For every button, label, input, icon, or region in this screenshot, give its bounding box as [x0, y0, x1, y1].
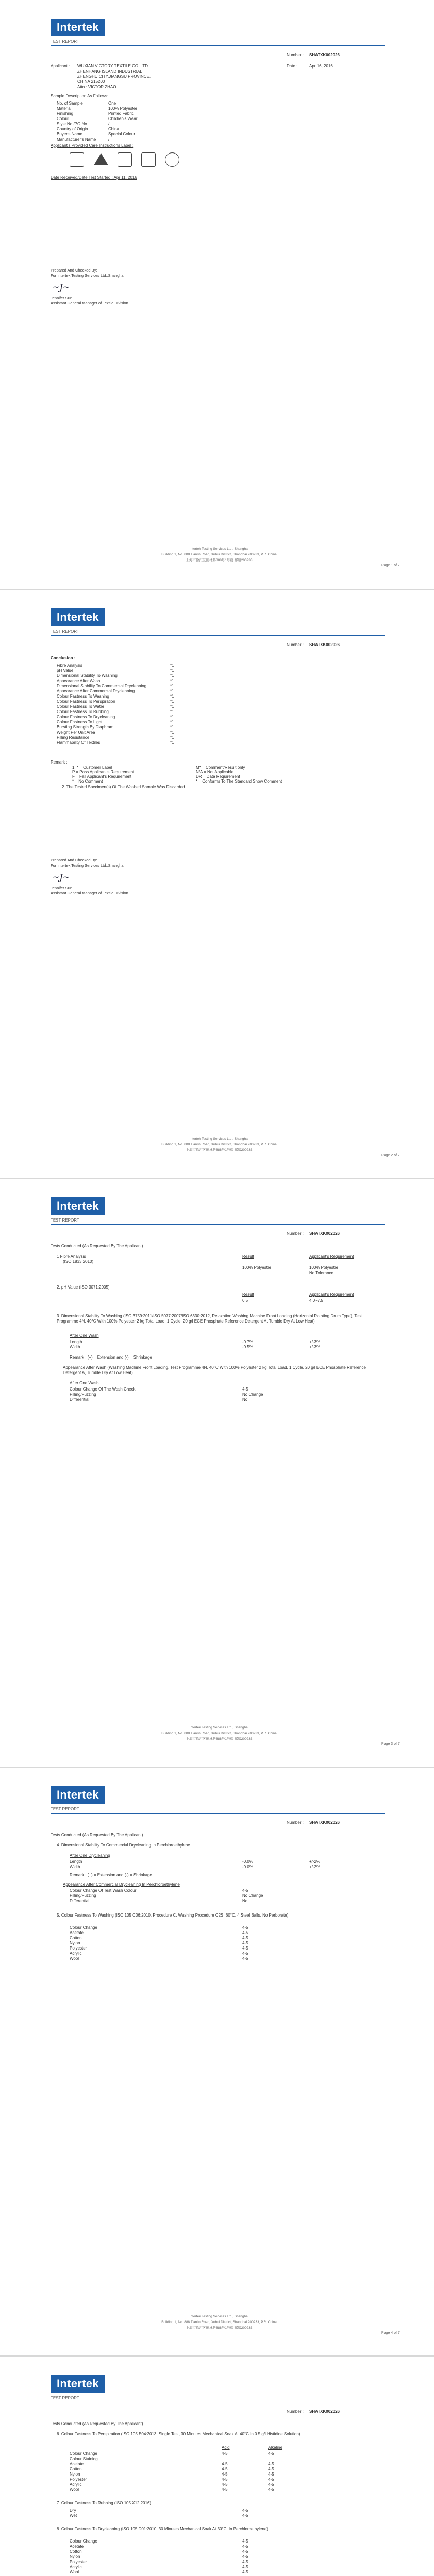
s8-row-value: 4-5: [242, 2554, 248, 2559]
applicant-line-5: Attn : VICTOR ZHAO: [77, 84, 116, 89]
s6-row-alkaline: 4-5: [268, 2472, 274, 2477]
bleach-triangle-icon: [94, 153, 108, 165]
conclusion-value: *1: [170, 684, 174, 688]
remark-right-item: M* = Comment/Result only: [196, 765, 245, 770]
s7-row-value: 4-5: [242, 2508, 248, 2513]
s6-row-label: Colour Staining: [70, 2456, 98, 2461]
footer-line-3: 上海市徐汇区田林路888号1号楼 邮编200233: [186, 1148, 253, 1152]
s3-note: Remark : (+) = Extension and (-) = Shrinkage: [70, 1355, 152, 1360]
s5-row-value: 4-5: [242, 1930, 248, 1935]
report-label: TEST REPORT: [51, 1218, 79, 1223]
tests-intro: Tests Conducted (As Requested By The Applicant): [51, 2421, 143, 2426]
s6-acid-header: Acid: [222, 2445, 230, 2450]
s6-row-acid: 4-5: [222, 2462, 228, 2466]
divider: [51, 1224, 385, 1225]
field-value: /: [108, 137, 110, 142]
applicant-line-1: WUXIAN VICTORY TEXTILE CO.,LTD.: [77, 64, 149, 69]
conclusion-label: Colour Fastness To Drycleaning: [57, 715, 115, 719]
conclusion-value: *1: [170, 704, 174, 709]
date-label: Date :: [287, 64, 298, 69]
s4-ap-row-label: Differential: [70, 1899, 90, 1903]
s4-ap-row-value: No: [242, 1899, 248, 1903]
footer-line-2: Building 1, No. 888 Tianlin Road, Xuhui District, Shanghai 200233, P.R. China: [161, 1732, 277, 1735]
s3-after: After One Wash: [70, 1333, 99, 1338]
report-label: TEST REPORT: [51, 1807, 79, 1811]
field-label: Manufacturer's Name: [57, 137, 96, 142]
report-number: SHATXK002026: [309, 53, 340, 57]
s4-row-label: Width: [70, 1865, 80, 1869]
s2-title: 2. pH Value (ISO 3071:2005): [57, 1285, 110, 1290]
s4-title: 4. Dimensional Stability To Commercial Drycleaning In Perchloroethylene: [57, 1843, 190, 1848]
footer-line-3: 上海市徐汇区田林路888号1号楼 邮编200233: [186, 2326, 253, 2330]
conclusion-value: *1: [170, 694, 174, 699]
report-date: Apr 16, 2016: [309, 64, 333, 69]
s3-row-label: Length: [70, 1340, 82, 1344]
s8-row-label: Colour Change: [70, 2539, 97, 2544]
footer-line-3: 上海市徐汇区田林路888号1号楼 邮编200233: [186, 558, 253, 562]
s3-ap-row-value: No Change: [242, 1392, 263, 1397]
report-label: TEST REPORT: [51, 39, 79, 44]
signer-name: Jennifer Sun: [51, 296, 73, 300]
s7-title: 7. Colour Fastness To Rubbing (ISO 105 X12:2016): [57, 2501, 152, 2505]
s3-ap-row-label: Colour Change Of The Wash Check: [70, 1387, 136, 1392]
remark-label: Remark :: [51, 760, 68, 765]
s6-row-alkaline: 4-5: [268, 2477, 274, 2482]
s8-row-value: 4-5: [242, 2539, 248, 2544]
s6-row-acid: 4-5: [222, 2467, 228, 2471]
conclusion-value: *1: [170, 720, 174, 724]
remark-left-item: 1. * = Customer Label: [72, 765, 112, 770]
field-value: 100% Polyester: [108, 106, 138, 111]
s4-appear-title: Appearance After Commercial Drycleaning In Perchloroethylene: [63, 1882, 180, 1887]
divider: [51, 45, 385, 46]
s6-row-label: Acrylic: [70, 2482, 82, 2487]
conclusion-label: Colour Fastness To Water: [57, 704, 105, 709]
conclusion-label: Weight Per Unit Area: [57, 730, 95, 735]
footer-line-1: Intertek Testing Services Ltd., Shanghai: [189, 1137, 249, 1141]
s7-row-label: Wet: [70, 2513, 77, 2518]
s8-row-label: Cotton: [70, 2549, 82, 2554]
report-label: TEST REPORT: [51, 629, 79, 634]
applicant-line-3: ZHENGHU CITY,JIANGSU PROVINCE,: [77, 74, 151, 79]
s1-sub: (ISO 1833:2010): [63, 1259, 94, 1264]
conclusion-value: *1: [170, 699, 174, 704]
s4-ap-row-label: Colour Change Of Test Wash Colour: [70, 1888, 137, 1893]
s5-row-value: 4-5: [242, 1936, 248, 1940]
field-value: China: [108, 127, 119, 131]
footer: [155, 546, 283, 563]
s8-row-label: Wool: [70, 2570, 79, 2574]
conclusion-value: *1: [170, 668, 174, 673]
s6-title: 6. Colour Fastness To Perspiration (ISO 105 E04:2013, Single Test, 30 Minutes Mechanical Soak At 40°C In 0.5 g/l Histidine Solution): [57, 2432, 301, 2436]
signature: ~J~: [53, 282, 70, 292]
field-value: One: [108, 101, 116, 106]
page-number: Page 2 of 7: [381, 1154, 400, 1157]
footer-line-2: Building 1, No. 888 Tianlin Road, Xuhui District, Shanghai 200233, P.R. China: [161, 2320, 277, 2324]
s6-row-acid: 4-5: [222, 2451, 228, 2456]
s5-row-label: Acetate: [70, 1930, 84, 1935]
s8-row-label: Polyester: [70, 2560, 87, 2564]
s6-row-acid: 4-5: [222, 2487, 228, 2492]
signer-title: Assistant General Manager of Textile Division: [51, 301, 128, 306]
conclusion-value: *1: [170, 663, 174, 668]
s7-row-value: 4-5: [242, 2513, 248, 2518]
field-label: No. of Sample: [57, 101, 83, 106]
s3-ap-row-label: Differential: [70, 1397, 90, 1402]
s6-row-acid: 4-5: [222, 2477, 228, 2482]
s6-row-label: Cotton: [70, 2467, 82, 2471]
s4-note: Remark : (+) = Extension and (-) = Shrinkage: [70, 1873, 152, 1877]
conclusion-value: *1: [170, 689, 174, 693]
s4-row-value: -0.0%: [242, 1865, 253, 1869]
s7-row-label: Dry: [70, 2508, 76, 2513]
s6-row-alkaline: 4-5: [268, 2462, 274, 2466]
report-page-4: [0, 1767, 434, 2353]
footer-line-3: 上海市徐汇区田林路888号1号楼 邮编200233: [186, 1737, 253, 1741]
conclusion-value: *1: [170, 740, 174, 745]
field-value: Special Colour: [108, 132, 136, 137]
intertek-logo: Intertek: [51, 19, 105, 36]
s8-row-value: 4-5: [242, 2570, 248, 2574]
conclusion-label: Flammability Of Textiles: [57, 740, 101, 745]
remark-left-item: P = Pass Applicant's Requirement: [72, 770, 135, 774]
s1-tolerance: No Tolerance: [309, 1270, 333, 1275]
intertek-logo: Intertek: [51, 1197, 105, 1215]
conclusion-label: Appearance After Commercial Drycleaning: [57, 689, 135, 693]
conclusion-label: Colour Fastness To Perspiration: [57, 699, 115, 704]
page-number: Page 4 of 7: [381, 2331, 400, 2335]
applicant-label: Applicant :: [51, 64, 70, 69]
tests-intro: Tests Conducted (As Requested By The Applicant): [51, 1833, 143, 1837]
dryclean-circle-icon: [165, 152, 179, 167]
s1-req: 100% Polyester: [309, 1265, 339, 1270]
footer-line-1: Intertek Testing Services Ltd., Shanghai: [189, 2315, 249, 2318]
s5-row-label: Acrylic: [70, 1951, 82, 1956]
s4-ap-row-value: No Change: [242, 1893, 263, 1898]
remark-left-item: F = Fail Applicant's Requirement: [72, 774, 132, 779]
report-number: SHATXK002026: [309, 642, 340, 647]
s3-appear: Appearance After Wash (Washing Machine Front Loading, Test Programme 4N, 40°C With 100% Polyester 2 kg Total Load, 1 Cycle, 20 g/l ECE Phosphate Reference Detergent A, Tumble Dry At Low Heat): [63, 1365, 366, 1375]
s3-row-req: +/-3%: [309, 1340, 321, 1344]
conclusion-value: *1: [170, 715, 174, 719]
s8-row-value: 4-5: [242, 2549, 248, 2554]
sample-description-title: Sample Description As Follows:: [51, 94, 109, 98]
divider: [51, 1813, 385, 1814]
footer-line-1: Intertek Testing Services Ltd., Shanghai: [189, 1726, 249, 1730]
conclusion-label: Fibre Analysis: [57, 663, 82, 668]
field-label: Material: [57, 106, 72, 111]
signer-title: Assistant General Manager of Textile Division: [51, 891, 128, 895]
prepared-for: For Intertek Testing Services Ltd.,Shanghai: [51, 273, 125, 278]
s8-row-label: Nylon: [70, 2554, 80, 2559]
s6-row-label: Colour Change: [70, 2451, 97, 2456]
s6-row-label: Nylon: [70, 2472, 80, 2477]
conclusion-label: Colour Fastness To Light: [57, 720, 103, 724]
conclusion-label: pH Value: [57, 668, 74, 673]
s8-row-label: Acrylic: [70, 2565, 82, 2569]
s6-row-label: Acetate: [70, 2462, 84, 2466]
number-label: Number :: [287, 1231, 304, 1236]
report-number: SHATXK002026: [309, 2409, 340, 2414]
s3-row-req: +/-3%: [309, 1345, 321, 1349]
s5-row-label: Wool: [70, 1956, 79, 1961]
s1-title: 1 Fibre Analysis: [57, 1254, 86, 1259]
s3-ap-row-value: No: [242, 1397, 248, 1402]
tumble-dry-icon: [118, 152, 132, 167]
s4-ap-row-value: 4-5: [242, 1888, 248, 1893]
prepared-label: Prepared And Checked By:: [51, 858, 97, 862]
prepared-label: Prepared And Checked By:: [51, 268, 97, 273]
signature: ~J~: [53, 872, 70, 882]
signature-line: [51, 284, 97, 292]
field-label: Buyer's Name: [57, 132, 82, 137]
report-page-1: [0, 0, 434, 585]
footer-line-2: Building 1, No. 888 Tianlin Road, Xuhui District, Shanghai 200233, P.R. China: [161, 553, 277, 556]
remark-left-item: * = No Comment: [72, 779, 103, 784]
field-value: Children's Wear: [108, 116, 138, 121]
tests-intro: Tests Conducted (As Requested By The Applicant): [51, 1244, 143, 1248]
field-label: Style No./PO No.: [57, 122, 88, 126]
applicant-line-2: ZHENHANG ISLAND INDUSTRIAL: [77, 69, 142, 74]
s3-row-label: Width: [70, 1345, 80, 1349]
number-label: Number :: [287, 1820, 304, 1825]
s6-row-label: Polyester: [70, 2477, 87, 2482]
remark-2: 2. The Tested Specimen(s) Of The Washed Sample Was Discarded.: [62, 785, 186, 789]
conclusion-value: *1: [170, 735, 174, 740]
s5-row-label: Colour Change: [70, 1925, 97, 1930]
s3-ap-row-value: 4-5: [242, 1387, 248, 1392]
date-received: Date Received/Date Test Started : Apr 11, 2016: [51, 175, 137, 180]
footer: [155, 2314, 283, 2331]
conclusion-value: *1: [170, 679, 174, 683]
s3-row-value: -0.7%: [242, 1340, 253, 1344]
applicant-line-4: CHINA 215200: [77, 79, 105, 84]
field-label: Colour: [57, 116, 69, 121]
s2-result-header: Result: [242, 1292, 254, 1297]
conclusion-value: *1: [170, 673, 174, 678]
conclusion-label: Colour Fastness To Rubbing: [57, 709, 109, 714]
s4-row-value: -0.0%: [242, 1859, 253, 1864]
footer-line-2: Building 1, No. 888 Tianlin Road, Xuhui District, Shanghai 200233, P.R. China: [161, 1143, 277, 1146]
conclusion-label: Colour Fastness To Washing: [57, 694, 109, 699]
s5-row-value: 4-5: [242, 1925, 248, 1930]
s5-row-value: 4-5: [242, 1941, 248, 1945]
s2-result: 6.5: [242, 1298, 248, 1303]
s8-title: 8. Colour Fastness To Drycleaning (ISO 105 D01:2010, 30 Minutes Mechanical Soak At 30°C, In Perchloroethylene): [57, 2527, 268, 2531]
s5-row-label: Nylon: [70, 1941, 80, 1945]
page-number: Page 3 of 7: [381, 1742, 400, 1746]
s5-row-value: 4-5: [242, 1956, 248, 1961]
s3-row-value: -0.5%: [242, 1345, 253, 1349]
s6-row-alkaline: 4-5: [268, 2482, 274, 2487]
conclusion-title: Conclusion :: [51, 656, 76, 660]
number-label: Number :: [287, 53, 304, 57]
s3-title: 3. Dimensional Stability To Washing (ISO 3759:2011/ISO 5077:2007/ISO 6330:2012, Relaxation Washing Machine Front Loading (Horizontal Rotating Drum Type), Test Programme 4N, 40°C With 100% Polyester 2 kg Total Load, 1 Cycle, 20 g/l ECE Phosphate Reference Detergent A, Tumble Dry At Low Heat): [57, 1314, 362, 1324]
conclusion-label: Dimensional Stability To Washing: [57, 673, 118, 678]
s4-row-req: +/-2%: [309, 1859, 321, 1864]
s5-row-label: Polyester: [70, 1946, 87, 1951]
prepared-for: For Intertek Testing Services Ltd.,Shanghai: [51, 863, 125, 868]
iron-icon: [141, 152, 156, 167]
s6-row-alkaline: 4-5: [268, 2467, 274, 2471]
page-number: Page 1 of 7: [381, 564, 400, 567]
conclusion-label: Dimensional Stability To Commercial Drycleaning: [57, 684, 147, 688]
conclusion-label: Pilling Resistance: [57, 735, 90, 740]
s3-ap-row-label: Pilling/Fuzzing: [70, 1392, 96, 1397]
footer: [155, 1725, 283, 1742]
conclusion-label: Appearance After Wash: [57, 679, 101, 683]
s5-row-value: 4-5: [242, 1946, 248, 1951]
s8-row-label: Acetate: [70, 2544, 84, 2549]
s6-row-alkaline: 4-5: [268, 2487, 274, 2492]
s8-row-value: 4-5: [242, 2560, 248, 2564]
conclusion-value: *1: [170, 709, 174, 714]
s2-req: 4.0~7.5: [309, 1298, 323, 1303]
signature-line: [51, 874, 97, 882]
footer-line-1: Intertek Testing Services Ltd., Shanghai: [189, 547, 249, 551]
s4-row-req: +/-2%: [309, 1865, 321, 1869]
conclusion-value: *1: [170, 730, 174, 735]
field-label: Country of Origin: [57, 127, 88, 131]
s4-after: After One Drycleaning: [70, 1853, 110, 1858]
s5-row-label: Cotton: [70, 1936, 82, 1940]
s8-row-value: 4-5: [242, 2544, 248, 2549]
report-page-5: [0, 2355, 434, 2576]
remark-right-item: * = Conforms To The Standard Show Comment: [196, 779, 282, 784]
report-label: TEST REPORT: [51, 2396, 79, 2400]
field-value: /: [108, 122, 110, 126]
conclusion-label: Bursting Strength By Diaphram: [57, 725, 114, 730]
intertek-logo: Intertek: [51, 1786, 105, 1804]
s2-req-header: Applicant's Requirement: [309, 1292, 354, 1297]
report-page-3: [0, 1178, 434, 1764]
remark-right-item: DR = Data Requirement: [196, 774, 240, 779]
s3-ap-after: After One Wash: [70, 1381, 99, 1385]
s6-row-acid: 4-5: [222, 2482, 228, 2487]
s4-ap-row-label: Pilling/Fuzzing: [70, 1893, 96, 1898]
signer-name: Jennifer Sun: [51, 886, 73, 890]
conclusion-value: *1: [170, 725, 174, 730]
s5-row-value: 4-5: [242, 1951, 248, 1956]
report-number: SHATXK002026: [309, 1820, 340, 1825]
s4-row-label: Length: [70, 1859, 82, 1864]
s6-row-acid: 4-5: [222, 2472, 228, 2477]
care-label-title: Applicant's Provided Care Instructions Label :: [51, 143, 134, 148]
s6-alkaline-header: Alkaline: [268, 2445, 283, 2450]
s6-row-label: Wool: [70, 2487, 79, 2492]
report-page-2: [0, 589, 434, 1175]
s6-row-alkaline: 4-5: [268, 2451, 274, 2456]
field-label: Finishing: [57, 111, 74, 116]
wash-tub-icon: [70, 152, 84, 167]
remark-right-item: N/A = Not Applicable: [196, 770, 234, 774]
intertek-logo: Intertek: [51, 2375, 105, 2393]
s1-result: 100% Polyester: [242, 1265, 272, 1270]
report-number: SHATXK002026: [309, 1231, 340, 1236]
field-value: Printed Fabric: [108, 111, 134, 116]
intertek-logo: Intertek: [51, 608, 105, 626]
s1-result-header: Result: [242, 1254, 254, 1259]
s1-req-header: Applicant's Requirement: [309, 1254, 354, 1259]
divider: [51, 635, 385, 636]
s5-title: 5. Colour Fastness To Washing (ISO 105 C06:2010, Procedure C, Washing Procedure C2S, 60°C, 4 Steel Balls, No Perborate): [57, 1913, 289, 1918]
number-label: Number :: [287, 642, 304, 647]
footer: [155, 1136, 283, 1153]
number-label: Number :: [287, 2409, 304, 2414]
s8-row-value: 4-5: [242, 2565, 248, 2569]
